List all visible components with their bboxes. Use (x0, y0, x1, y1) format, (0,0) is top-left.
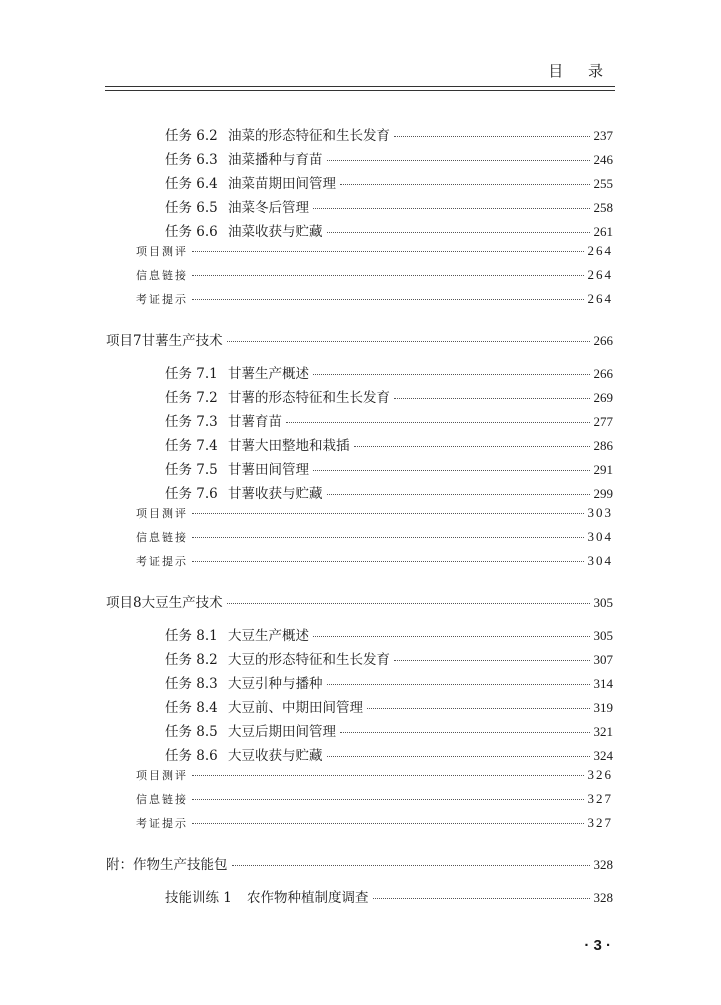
toc-project-entry[interactable] (106, 853, 613, 873)
toc-entry-title: 信息链接 (136, 269, 188, 282)
dot-leader (394, 660, 590, 661)
toc-entry-title: 项目测评 (136, 507, 188, 520)
toc-task-entry[interactable] (165, 482, 613, 502)
toc-task-entry[interactable] (165, 744, 613, 764)
dot-leader (340, 184, 590, 185)
toc-entry-title: 甘薯育苗 (228, 414, 282, 430)
dot-leader (192, 799, 584, 800)
toc-entry-page: 327 (587, 791, 613, 806)
toc-entry-title: 大豆收获与贮藏 (228, 748, 323, 764)
toc-entry-page: 314 (593, 676, 613, 691)
dot-leader (192, 299, 584, 300)
dot-leader (286, 422, 590, 423)
toc-entry-page: 264 (587, 243, 613, 258)
toc-entry-page: 291 (593, 462, 613, 477)
toc-entry-title: 大豆后期田间管理 (228, 724, 336, 740)
toc-entry-page: 264 (587, 267, 613, 282)
toc-entry-title: 信息链接 (136, 531, 188, 544)
toc-entry-code: 任务 8.5 (165, 724, 218, 740)
toc-entry-title: 大豆引种与播种 (228, 676, 323, 692)
dot-leader (192, 537, 584, 538)
dot-leader (313, 374, 590, 375)
toc-task-entry[interactable] (165, 624, 613, 644)
toc-section-entry[interactable] (136, 553, 613, 569)
toc-entry-page: 269 (593, 390, 613, 405)
toc-entry-code: 任务 6.3 (165, 152, 218, 168)
toc-project-entry[interactable] (106, 591, 613, 611)
toc-task-entry[interactable] (165, 720, 613, 740)
toc-task-entry[interactable] (165, 458, 613, 478)
toc-entry-page: 319 (593, 700, 613, 715)
dot-leader (327, 232, 590, 233)
toc-entry-page: 307 (593, 652, 613, 667)
toc-entry-title: 油菜冬后管理 (228, 200, 309, 216)
toc-entry-title: 考证提示 (136, 293, 188, 306)
toc-task-entry[interactable] (165, 124, 613, 144)
running-header-title: 目 录 (548, 62, 613, 80)
toc-task-entry[interactable] (165, 148, 613, 168)
toc-entry-code: 任务 8.3 (165, 676, 218, 692)
toc-section-entry[interactable] (136, 815, 613, 831)
dot-leader (227, 603, 590, 604)
dot-leader (192, 561, 584, 562)
toc-section-entry[interactable] (136, 767, 613, 783)
toc-entry-page: 255 (593, 176, 613, 191)
toc-entry-code: 技能训练 1 (165, 890, 232, 906)
toc-entry-title: 油菜的形态特征和生长发育 (228, 128, 390, 144)
dot-leader (367, 708, 590, 709)
toc-entry-page: 266 (593, 366, 613, 381)
toc-entry-title: 甘薯田间管理 (228, 462, 309, 478)
toc-entry-code: 任务 7.2 (165, 390, 218, 406)
toc-entry-page: 266 (593, 333, 613, 348)
dot-leader (313, 636, 590, 637)
toc-entry-code: 任务 6.6 (165, 224, 218, 240)
toc-task-entry[interactable] (165, 648, 613, 668)
toc-entry-page: 237 (593, 128, 613, 143)
toc-entry-title: 项目测评 (136, 245, 188, 258)
header-rule-thick (105, 86, 615, 87)
toc-task-entry[interactable] (165, 362, 613, 382)
toc-task-entry[interactable] (165, 386, 613, 406)
toc-task-entry[interactable] (165, 172, 613, 192)
toc-entry-page: 286 (593, 438, 613, 453)
dot-leader (340, 732, 590, 733)
dot-leader (327, 494, 590, 495)
dot-leader (327, 160, 590, 161)
toc-entry-title: 甘薯的形态特征和生长发育 (228, 390, 390, 406)
toc-entry-title: 大豆生产技术 (141, 595, 223, 611)
dot-leader (227, 341, 590, 342)
toc-entry-code: 任务 8.4 (165, 700, 218, 716)
toc-entry-code: 任务 6.4 (165, 176, 218, 192)
toc-entry-page: 246 (593, 152, 613, 167)
toc-entry-title: 油菜苗期田间管理 (228, 176, 336, 192)
toc-entry-title: 考证提示 (136, 817, 188, 830)
toc-section-entry[interactable] (136, 791, 613, 807)
dot-leader (394, 398, 590, 399)
toc-entry-page: 326 (587, 767, 613, 782)
toc-entry-page: 328 (593, 890, 613, 905)
toc-task-entry[interactable] (165, 672, 613, 692)
toc-entry-page: 321 (593, 724, 613, 739)
dot-leader (373, 898, 590, 899)
dot-leader (354, 446, 590, 447)
dot-leader (313, 208, 590, 209)
toc-entry-code: 任务 7.1 (165, 366, 218, 382)
dot-leader (313, 470, 590, 471)
toc-entry-title: 考证提示 (136, 555, 188, 568)
toc-entry-page: 324 (593, 748, 613, 763)
toc-entry-title: 油菜播种与育苗 (228, 152, 323, 168)
toc-section-entry[interactable] (136, 505, 613, 521)
toc-entry-page: 264 (587, 291, 613, 306)
toc-section-entry[interactable] (136, 291, 613, 307)
toc-entry-code: 项目8 (106, 595, 142, 611)
dot-leader (192, 275, 584, 276)
toc-entry-code: 任务 6.2 (165, 128, 218, 144)
toc-entry-page: 304 (587, 529, 613, 544)
toc-project-entry[interactable] (106, 329, 613, 349)
toc-entry-code: 任务 7.4 (165, 438, 218, 454)
toc-entry-page: 303 (587, 505, 613, 520)
toc-entry-title: 农作物种植制度调查 (247, 890, 369, 906)
dot-leader (192, 513, 584, 514)
toc-entry-title: 项目测评 (136, 769, 188, 782)
dot-leader (327, 756, 590, 757)
toc-entry-page: 304 (587, 553, 613, 568)
dot-leader (394, 136, 590, 137)
toc-section-entry[interactable] (136, 267, 613, 283)
toc-section-entry[interactable] (136, 529, 613, 545)
toc-entry-code: 任务 8.6 (165, 748, 218, 764)
dot-leader (327, 684, 590, 685)
header-rule-thin (105, 90, 615, 91)
toc-entry-title: 油菜收获与贮藏 (228, 224, 323, 240)
toc-entry-title: 甘薯大田整地和栽插 (228, 438, 350, 454)
page-number: · 3 · (584, 937, 611, 954)
toc-task-entry[interactable] (165, 220, 613, 240)
toc-entry-page: 277 (593, 414, 613, 429)
toc-entry-title: 附：作物生产技能包 (106, 857, 228, 873)
toc-entry-page: 327 (587, 815, 613, 830)
toc-entry-title: 甘薯生产技术 (141, 333, 223, 349)
toc-entry-title: 大豆的形态特征和生长发育 (228, 652, 390, 668)
toc-task-entry[interactable] (165, 434, 613, 454)
toc-task-entry[interactable] (165, 196, 613, 216)
toc-entry-code: 任务 7.3 (165, 414, 218, 430)
toc-entry-title: 大豆生产概述 (228, 628, 309, 644)
toc-entry-page: 328 (593, 857, 613, 872)
toc-entry-code: 任务 7.5 (165, 462, 218, 478)
toc-entry-page: 305 (593, 595, 613, 610)
toc-entry-title: 大豆前、中期田间管理 (228, 700, 363, 716)
toc-entry-code: 任务 6.5 (165, 200, 218, 216)
dot-leader (232, 865, 590, 866)
toc-entry-code: 任务 7.6 (165, 486, 218, 502)
toc-entry-title: 甘薯收获与贮藏 (228, 486, 323, 502)
toc-entry-code: 项目7 (106, 333, 142, 349)
toc-entry-code: 任务 8.2 (165, 652, 218, 668)
dot-leader (192, 775, 584, 776)
toc-entry-page: 305 (593, 628, 613, 643)
toc-entry-title: 甘薯生产概述 (228, 366, 309, 382)
toc-task-entry[interactable] (165, 886, 613, 906)
dot-leader (192, 251, 584, 252)
toc-entry-title: 信息链接 (136, 793, 188, 806)
toc-entry-page: 258 (593, 200, 613, 215)
toc-entry-code: 任务 8.1 (165, 628, 218, 644)
toc-entry-page: 299 (593, 486, 613, 501)
dot-leader (192, 823, 584, 824)
toc-entry-page: 261 (593, 224, 613, 239)
toc-task-entry[interactable] (165, 696, 613, 716)
toc-section-entry[interactable] (136, 243, 613, 259)
toc-task-entry[interactable] (165, 410, 613, 430)
